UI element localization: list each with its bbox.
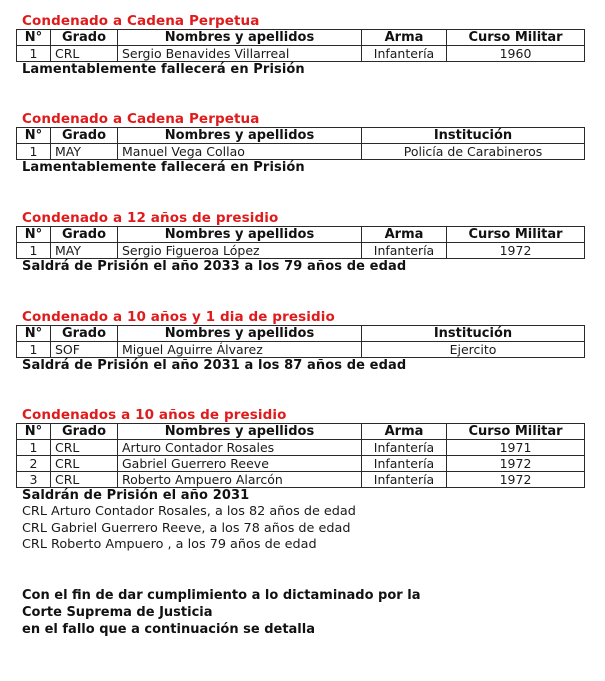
header-branch: Arma [362, 227, 447, 243]
header-grade: Grado [51, 30, 118, 46]
cell-grade: CRL [51, 472, 118, 488]
release-detail-line: CRL Roberto Ampuero , a los 79 años de edad [22, 537, 317, 552]
cell-name: Roberto Ampuero Alarcón [118, 472, 362, 488]
sentence-section-3 [16, 211, 584, 275]
cell-branch: Infantería [362, 440, 447, 456]
header-military-course: Curso Militar [447, 30, 585, 46]
closing-line: Con el fin de dar cumplimiento a lo dictaminado por la [22, 588, 421, 603]
table-header-row [17, 30, 585, 46]
sentence-section-1 [16, 14, 584, 78]
cell-grade: MAY [51, 144, 118, 160]
cell-name: Arturo Contador Rosales [118, 440, 362, 456]
section-footer: Lamentablemente fallecerá en Prisión [22, 160, 305, 175]
table-header-row [17, 128, 585, 144]
cell-number: 1 [17, 342, 51, 358]
cell-number: 1 [17, 46, 51, 62]
sentence-table [16, 226, 585, 259]
cell-branch: Infantería [362, 46, 447, 62]
closing-line: Corte Suprema de Justicia [22, 605, 213, 620]
cell-institution: Ejercito [362, 342, 585, 358]
header-grade: Grado [51, 128, 118, 144]
header-number: N° [17, 227, 51, 243]
table-row [17, 440, 585, 456]
cell-military-course: 1972 [447, 243, 585, 259]
table-row [17, 144, 585, 160]
cell-name: Sergio Figueroa López [118, 243, 362, 259]
sentence-section-2 [16, 112, 584, 176]
cell-branch: Infantería [362, 472, 447, 488]
cell-grade: SOF [51, 342, 118, 358]
section-title: Condenado a Cadena Perpetua [22, 13, 260, 29]
cell-institution: Policía de Carabineros [362, 144, 585, 160]
sentence-table [16, 325, 585, 358]
header-grade: Grado [51, 227, 118, 243]
cell-grade: CRL [51, 440, 118, 456]
header-number: N° [17, 128, 51, 144]
section-footer: Saldrá de Prisión el año 2031 a los 87 años de edad [22, 358, 407, 373]
header-grade: Grado [51, 326, 118, 342]
header-branch: Arma [362, 30, 447, 46]
table-row [17, 342, 585, 358]
cell-number: 1 [17, 243, 51, 259]
section-title: Condenado a 10 años y 1 dia de presidio [22, 309, 335, 325]
sentence-table [16, 127, 585, 160]
section-title: Condenados a 10 años de presidio [22, 407, 287, 423]
cell-branch: Infantería [362, 243, 447, 259]
section-footer: Saldrán de Prisión el año 2031 [22, 488, 250, 503]
header-name: Nombres y apellidos [118, 227, 362, 243]
cell-number: 2 [17, 456, 51, 472]
header-name: Nombres y apellidos [118, 424, 362, 440]
header-branch: Arma [362, 424, 447, 440]
header-number: N° [17, 424, 51, 440]
table-row [17, 472, 585, 488]
cell-grade: MAY [51, 243, 118, 259]
cell-military-course: 1972 [447, 472, 585, 488]
release-detail-line: CRL Gabriel Guerrero Reeve, a los 78 años de edad [22, 520, 351, 536]
cell-military-course: 1972 [447, 456, 585, 472]
cell-name: Sergio Benavides Villarreal [118, 46, 362, 62]
header-number: N° [17, 326, 51, 342]
header-grade: Grado [51, 424, 118, 440]
cell-number: 1 [17, 440, 51, 456]
closing-paragraph [22, 587, 420, 638]
header-name: Nombres y apellidos [118, 30, 362, 46]
cell-name: Miguel Aguirre Álvarez [118, 342, 362, 358]
cell-branch: Infantería [362, 456, 447, 472]
header-institution: Institución [362, 326, 585, 342]
cell-name: Gabriel Guerrero Reeve [118, 456, 362, 472]
table-row [17, 243, 585, 259]
cell-grade: CRL [51, 456, 118, 472]
closing-line: en el fallo que a continuación se detalla [22, 622, 315, 637]
sentence-table [16, 29, 585, 62]
sentence-section-4 [16, 310, 584, 374]
header-name: Nombres y apellidos [118, 326, 362, 342]
cell-number: 3 [17, 472, 51, 488]
release-detail-line: CRL Arturo Contador Rosales, a los 82 años de edad [22, 504, 356, 519]
table-header-row [17, 326, 585, 342]
table-row [17, 456, 585, 472]
table-header-row [17, 424, 585, 440]
cell-number: 1 [17, 144, 51, 160]
sentence-table [16, 423, 585, 488]
cell-grade: CRL [51, 46, 118, 62]
cell-name: Manuel Vega Collao [118, 144, 362, 160]
section-title: Condenado a 12 años de presidio [22, 210, 279, 226]
table-header-row [17, 227, 585, 243]
section-footer: Saldrá de Prisión el año 2033 a los 79 años de edad [22, 259, 407, 274]
cell-military-course: 1960 [447, 46, 585, 62]
header-military-course: Curso Militar [447, 227, 585, 243]
table-row [17, 46, 585, 62]
header-institution: Institución [362, 128, 585, 144]
header-name: Nombres y apellidos [118, 128, 362, 144]
section-title: Condenado a Cadena Perpetua [22, 111, 260, 127]
cell-military-course: 1971 [447, 440, 585, 456]
header-military-course: Curso Militar [447, 424, 585, 440]
header-number: N° [17, 30, 51, 46]
sentence-section-5 [16, 408, 584, 554]
section-footer: Lamentablemente fallecerá en Prisión [22, 62, 305, 77]
